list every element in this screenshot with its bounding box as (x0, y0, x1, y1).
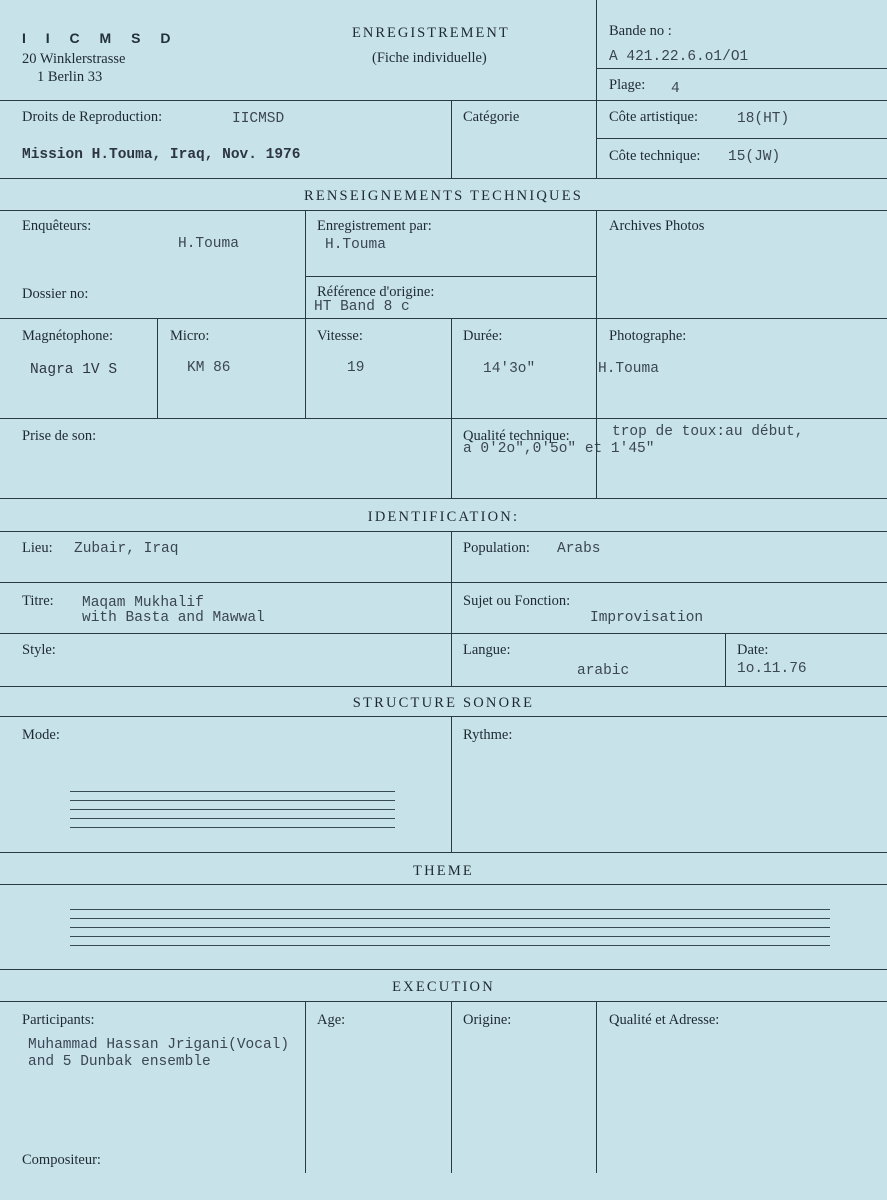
institute-logo: I I C M S D (22, 30, 179, 46)
rule-execution-title (0, 1001, 887, 1002)
qualite-technique-value-2: a 0'2o",0'5o" et 1'45" (463, 441, 655, 457)
langue-label: Langue: (463, 642, 511, 658)
qualite-technique-label: Qualité technique: (463, 428, 570, 444)
date-value: 1o.11.76 (737, 661, 807, 677)
rule-origine-left (451, 1001, 452, 1173)
rule-cote-split (596, 138, 887, 139)
magnetophone-label: Magnétophone: (22, 328, 114, 344)
photographe-value: H.Touma (598, 361, 659, 377)
photographe-label: Photographe: (609, 328, 687, 344)
qualite-adresse-label: Qualité et Adresse: (609, 1012, 720, 1028)
origine-label: Origine: (463, 1012, 512, 1028)
address-street: 20 Winklerstrasse (22, 51, 126, 67)
rights-value: IICMSD (232, 111, 285, 127)
section-execution-title: EXECUTION (392, 979, 495, 995)
rule-categorie-left (451, 100, 452, 178)
micro-value: KM 86 (187, 360, 231, 376)
enregistrement-par-value: H.Touma (325, 237, 386, 253)
reference-value: HT Band 8 c (314, 299, 410, 315)
address-city: 1 Berlin 33 (37, 69, 103, 85)
section-identification-title: IDENTIFICATION: (367, 509, 520, 525)
section-structure-title: STRUCTURE SONORE (352, 695, 535, 711)
population-label: Population: (463, 540, 530, 556)
enqueteurs-value: H.Touma (178, 236, 239, 252)
theme-staff-line (70, 945, 830, 946)
vitesse-label: Vitesse: (317, 328, 363, 344)
rule-theme-bottom (0, 969, 887, 970)
rule-technique-col-4 (596, 210, 597, 498)
rule-age-left (305, 1001, 306, 1173)
mode-staff-line (70, 827, 395, 828)
magnetophone-value: Nagra 1V S (30, 362, 118, 378)
theme-staff-line (70, 909, 830, 910)
rule-duree-left (451, 318, 452, 498)
titre-value-1: Maqam Mukhalif (82, 595, 204, 611)
titre-value-2: with Basta and Mawwal (82, 610, 265, 626)
plage-value: 4 (671, 81, 680, 97)
categorie-label: Catégorie (463, 109, 520, 125)
bande-value: A 421.22.6.o1/O1 (609, 49, 749, 65)
sujet-value: Improvisation (590, 610, 704, 626)
duree-value: 14'3o" (483, 361, 536, 377)
rule-rights-bottom (0, 178, 887, 179)
theme-staff-line (70, 927, 830, 928)
mode-staff-line (70, 800, 395, 801)
rule-header-bottom (0, 100, 887, 101)
cote-artistique-label: Côte artistique: (609, 109, 698, 125)
mission-value: Mission H.Touma, Iraq, Nov. 1976 (22, 147, 301, 163)
theme-staff-line (70, 918, 830, 919)
vitesse-value: 19 (347, 360, 365, 376)
archives-photos-label: Archives Photos (609, 218, 705, 234)
style-label: Style: (22, 642, 56, 658)
participants-value-1: Muhammad Hassan Jrigani(Vocal) (28, 1037, 290, 1053)
rule-qualite-left (596, 1001, 597, 1173)
dossier-label: Dossier no: (22, 286, 89, 302)
enqueteurs-label: Enquêteurs: (22, 218, 92, 234)
compositeur-label: Compositeur: (22, 1152, 101, 1168)
mode-staff-line (70, 818, 395, 819)
enregistrement-par-label: Enregistrement par: (317, 218, 432, 234)
rule-theme-title (0, 884, 887, 885)
rule-equipment-bottom (0, 418, 887, 419)
date-label: Date: (737, 642, 769, 658)
mode-label: Mode: (22, 727, 60, 743)
age-label: Age: (317, 1012, 346, 1028)
rule-lieu-bottom (0, 582, 887, 583)
titre-label: Titre: (22, 593, 54, 609)
rule-structure-bottom (0, 852, 887, 853)
theme-staff-line (70, 936, 830, 937)
mode-staff-line (70, 791, 395, 792)
lieu-label: Lieu: (22, 540, 53, 556)
rights-label: Droits de Reproduction: (22, 109, 163, 125)
cote-artistique-value: 18(HT) (737, 111, 790, 127)
form-subtitle: (Fiche individuelle) (372, 50, 487, 66)
rule-date-left (725, 633, 726, 686)
cote-technique-value: 15(JW) (728, 149, 781, 165)
qualite-technique-value-1: trop de toux:au début, (612, 424, 804, 440)
rule-structure-mid (451, 716, 452, 852)
rule-technique-col-2 (305, 210, 306, 418)
lieu-value: Zubair, Iraq (74, 541, 179, 557)
population-value: Arabs (557, 541, 601, 557)
section-theme-title: THEME (413, 863, 474, 879)
rule-prise-bottom (0, 498, 887, 499)
form-title: ENREGISTREMENT (352, 25, 510, 41)
participants-label: Participants: (22, 1012, 95, 1028)
plage-label: Plage: (609, 77, 646, 93)
participants-value-2: and 5 Dunbak ensemble (28, 1054, 211, 1070)
section-technique-title: RENSEIGNEMENTS TECHNIQUES (303, 188, 584, 204)
cote-technique-label: Côte technique: (609, 148, 701, 164)
reference-label: Référence d'origine: (317, 284, 435, 300)
rule-dossier-bottom (0, 318, 887, 319)
prise-de-son-label: Prise de son: (22, 428, 97, 444)
rule-titre-bottom (0, 633, 887, 634)
duree-label: Durée: (463, 328, 503, 344)
rythme-label: Rythme: (463, 727, 513, 743)
rule-bande-plage (596, 68, 887, 69)
rule-header-right-col (596, 0, 597, 178)
rule-style-bottom (0, 686, 887, 687)
langue-value: arabic (577, 663, 630, 679)
bande-label: Bande no : (609, 23, 672, 39)
sujet-label: Sujet ou Fonction: (463, 593, 571, 609)
rule-structure-title (0, 716, 887, 717)
rule-identification-title (0, 531, 887, 532)
rule-technique-title (0, 210, 887, 211)
rule-identification-mid (451, 531, 452, 686)
mode-staff-line (70, 809, 395, 810)
rule-enregistrement-split (305, 276, 596, 277)
micro-label: Micro: (170, 328, 210, 344)
rule-micro-left (157, 318, 158, 418)
